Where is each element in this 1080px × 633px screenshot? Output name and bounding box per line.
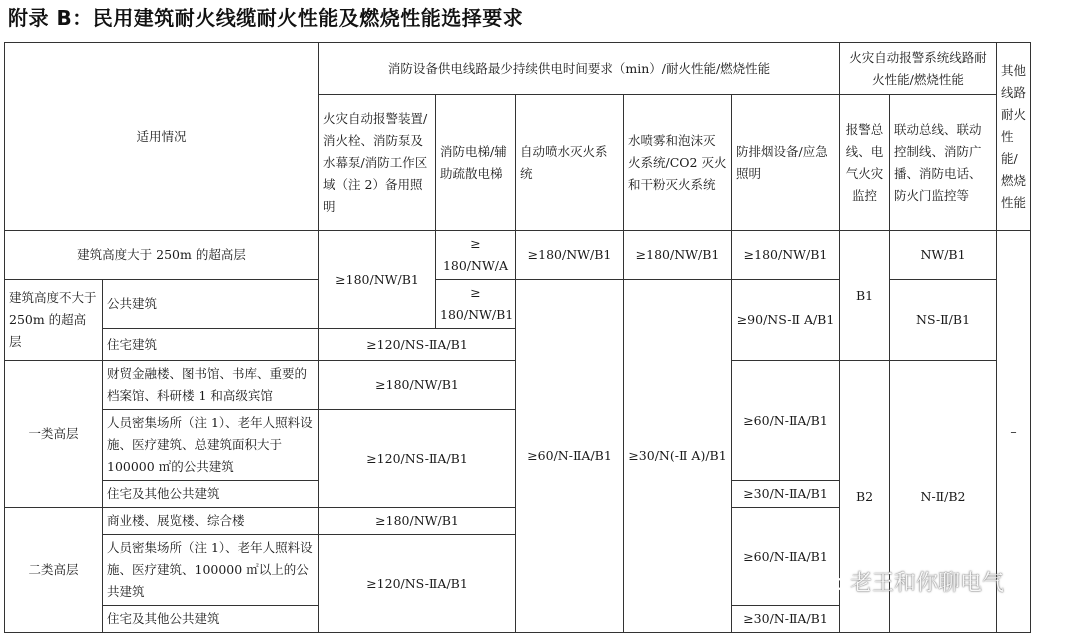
- cell-value: NW/B1: [890, 231, 997, 280]
- row-group-label: 建筑高度不大于 250m 的超高层: [5, 280, 103, 361]
- wechat-icon: [818, 571, 844, 593]
- header-col-alarm-device: 火灾自动报警装置/消火栓、消防泵及水幕泵/消防工作区域（注 2）备用照明: [319, 95, 436, 231]
- cell-value: –: [997, 231, 1031, 633]
- cell-value: ≥180/NW/B1: [624, 231, 732, 280]
- cell-value: ≥180/NW/B1: [732, 231, 840, 280]
- row-label: 住宅及其他公共建筑: [103, 606, 319, 633]
- cell-value: ≥120/NS-ⅡA/B1: [319, 329, 516, 361]
- row-group-label: 二类高层: [5, 508, 103, 633]
- cell-value: ≥30/N-ⅡA/B1: [732, 481, 840, 508]
- cell-value: B2: [840, 361, 890, 633]
- header-col-linkage: 联动总线、联动控制线、消防广播、消防电话、防火门监控等: [890, 95, 997, 231]
- cell-value: N-Ⅱ/B2: [890, 361, 997, 633]
- row-label: 建筑高度大于 250m 的超高层: [5, 231, 319, 280]
- header-group-power: 消防设备供电线路最少持续供电时间要求（min）/耐火性能/燃烧性能: [319, 43, 840, 95]
- cell-value: ≥60/N-ⅡA/B1: [732, 361, 840, 481]
- header-applicable: 适用情况: [5, 43, 319, 231]
- row-label: 财贸金融楼、图书馆、书库、重要的档案馆、科研楼 1 和高级宾馆: [103, 361, 319, 410]
- cell-value: ≥30/N-ⅡA/B1: [732, 606, 840, 633]
- row-label: 公共建筑: [103, 280, 319, 329]
- cell-value: NS-Ⅱ/B1: [890, 280, 997, 361]
- row-group-label: 一类高层: [5, 361, 103, 508]
- row-label: 住宅建筑: [103, 329, 319, 361]
- cell-value: ≥ 180/NW/A: [436, 231, 516, 280]
- page-title: 附录 B：民用建筑耐火线缆耐火性能及燃烧性能选择要求: [8, 6, 524, 30]
- requirements-table: [4, 42, 1031, 633]
- row-label: 人员密集场所（注 1）、老年人照料设施、医疗建筑、100000 ㎡以上的公共建筑: [103, 535, 319, 606]
- cell-value: ≥120/NS-ⅡA/B1: [319, 410, 516, 508]
- cell-value: ≥180/NW/B1: [319, 508, 516, 535]
- cell-value: ≥90/NS-Ⅱ A/B1: [732, 280, 840, 361]
- cell-value: ≥30/N(-Ⅱ A)/B1: [624, 280, 732, 633]
- cell-value: ≥120/NS-ⅡA/B1: [319, 535, 516, 633]
- cell-value: ≥60/N-ⅡA/B1: [732, 508, 840, 606]
- header-col-smoke: 防排烟设备/应急照明: [732, 95, 840, 231]
- header-col-sprinkler: 自动喷水灭火系统: [516, 95, 624, 231]
- watermark-text: 老王和你聊电气: [850, 571, 1005, 596]
- row-label: 人员密集场所（注 1）、老年人照料设施、医疗建筑、总建筑面积大于 100000 ㎡的公共建筑: [103, 410, 319, 481]
- header-other-lines: 其他线路耐火性能/燃烧性能: [997, 43, 1031, 231]
- header-group-alarm: 火灾自动报警系统线路耐火性能/燃烧性能: [840, 43, 997, 95]
- cell-value: ≥180/NW/B1: [516, 231, 624, 280]
- cell-value: ≥ 180/NW/B1: [436, 280, 516, 329]
- header-col-alarm-bus: 报警总线、电气火灾监控: [840, 95, 890, 231]
- cell-value: ≥180/NW/B1: [319, 231, 436, 329]
- watermark: [818, 566, 1004, 597]
- cell-value: ≥60/N-ⅡA/B1: [516, 280, 624, 633]
- header-col-elevator: 消防电梯/辅助疏散电梯: [436, 95, 516, 231]
- cell-value: B1: [840, 231, 890, 361]
- header-col-spray: 水喷雾和泡沫灭火系统/CO2 灭火和干粉灭火系统: [624, 95, 732, 231]
- cell-value: ≥180/NW/B1: [319, 361, 516, 410]
- row-label: 住宅及其他公共建筑: [103, 481, 319, 508]
- row-label: 商业楼、展览楼、综合楼: [103, 508, 319, 535]
